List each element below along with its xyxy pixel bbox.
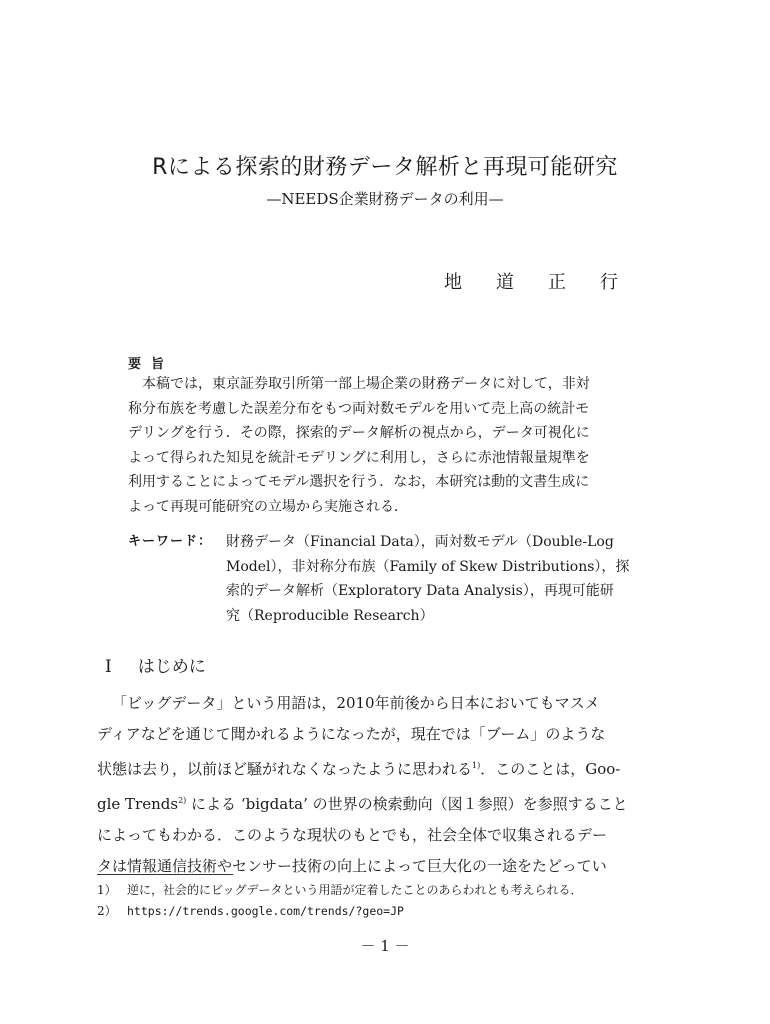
body-line: タは情報通信技術やセンサー技術の向上によって巨大化の一途をたどってい [97, 857, 607, 875]
footnote-number: 2） [97, 904, 117, 918]
keyword-line: Model），非対称分布族（Family of Skew Distributions），探 [226, 558, 630, 575]
paper-title: Rによる探索的財務データ解析と再現可能研究 [152, 155, 618, 180]
footnote-rule [97, 874, 233, 875]
keyword-line: 財務データ（Financial Data），両対数モデル（Double-Log [226, 534, 614, 550]
abstract-heading: 要旨 [128, 357, 175, 372]
section-title: はじめに [137, 657, 206, 677]
footnote-mark[interactable]: 2) [178, 796, 187, 805]
abstract-line: 利用することによってモデル選択を行う．なお，本研究は動的文書生成に [128, 474, 590, 490]
body-line: gle Trends$^{2)}$ による ‘bigdata’ の世界の検索動向（図１参照）を参照すること [97, 795, 628, 813]
footnote-url[interactable]: https://trends.google.com/trends/?geo=JP [127, 904, 404, 918]
keyword-line: 索的データ解析（Exploratory Data Analysis），再現可能研 [226, 583, 614, 599]
keyword-line: 究（Reproducible Research） [226, 607, 434, 624]
keywords-text [226, 530, 644, 628]
keywords-label: キーワード： [128, 534, 213, 549]
abstract-line: よって得られた知見を統計モデリングに利用し，さらに赤池情報量規準を [128, 449, 590, 466]
abstract-body [128, 372, 644, 519]
footnotes [97, 880, 673, 922]
footnote-number: 1） [97, 883, 117, 897]
author-name: 地道正行 [444, 272, 652, 293]
footnote-mark[interactable]: 1) [472, 761, 481, 770]
paper-subtitle: —NEEDS企業財務データの利用— [266, 190, 504, 208]
page-number: － 1 － [360, 937, 410, 955]
body-line: によってもわかる．このような現状のもとでも，社会全体で収集されるデー [97, 826, 608, 844]
body-line: ディアなどを通じて聞かれるようになったが，現在では「ブーム」のような [97, 725, 606, 743]
abstract-line: 称分布族を考慮した誤差分布をもつ両対数モデルを用いて売上高の統計モ [128, 400, 590, 417]
footnote-text: 逆に，社会的にビッグデータという用語が定着したことのあらわれとも考えられる． [127, 883, 583, 897]
footnote [97, 880, 673, 901]
body-line: 状態は去り，以前ほど騒がれなくなったように思われる$^{1)}$．このことは，Goo- [97, 760, 621, 778]
section-number: I [105, 657, 112, 677]
body-text [97, 688, 673, 882]
footnote [97, 901, 673, 922]
abstract-line: デリングを行う．その際，探索的データ解析の視点から，データ可視化に [128, 425, 590, 441]
abstract-line: 本稿では，東京証券取引所第一部上場企業の財務データに対して，非対 [142, 376, 590, 392]
section-heading [105, 652, 206, 677]
abstract-line: よって再現可能研究の立場から実施される． [128, 498, 408, 515]
body-line: 「ビッグデータ」という用語は，2010年前後から日本においてもマスメ [112, 694, 600, 712]
